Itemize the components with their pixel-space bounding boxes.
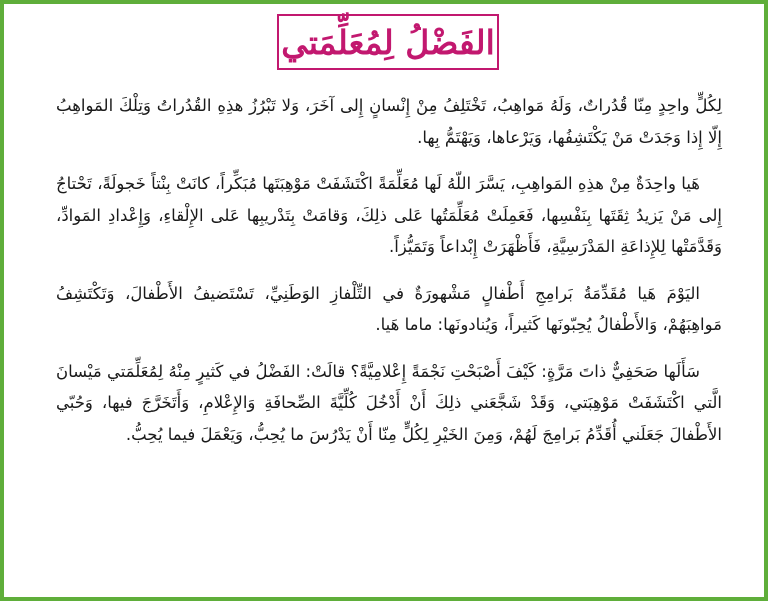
paragraph-haya-talent: هَيا واحِدَةٌ مِنْ هذِهِ المَواهِبِ، يَسَّرَ اللّهُ لَها مُعَلِّمَةً اكْتَشَفَتْ مَوْهِبَتَها مُبَكِّراً، كانَتْ بِنْتاً خَجولَةً، تَحْتاجُ إِلى مَنْ يَزيدُ ثِقَتَها بِنَفْسِها، فَعَمِلَتْ مُعَلِّمَتُها عَلى ذلِكَ، وَقامَتْ بِتَدْريبِها عَلى الإِلْقاءِ، وَإِعْدادِ المَوادِّ، وَقَدَّمَتْها لِلإِذاعَةِ المَدْرَسِيَّةِ، فَأَظْهَرَتْ إِبْداعاً وَتَمَيُّزاً.	[56, 174, 722, 256]
paragraph-interview: سَأَلَها صَحَفِيٌّ ذاتَ مَرَّةٍ: كَيْفَ أَصْبَحْتِ نَجْمَةً إِعْلامِيَّةً؟ قالَتْ: الفَضْلُ في كَثيرٍ مِنْهُ لِمُعَلِّمَتي مَيْسانَ الَّتي اكْتَشَفَتْ مَوْهِبَتي، وَقَدْ شَجَّعَني ذلِكَ أَنْ أَدْخُلَ كُلِّيَّةَ الصِّحافَةِ وَالإِعْلامِ، وَأَتَخَرَّجَ فيها، وَحُبّي الأَطْفالَ جَعَلَني أُقَدِّمُ بَرامِجَ لَهُمْ، وَمِنَ الخَيْرِ لِكُلٍّ مِنّا أَنْ يَدْرُسَ ما يُحِبُّ، وَيَعْمَلَ فيما يُحِبُّ.	[56, 361, 722, 444]
story-text	[56, 90, 722, 465]
paragraph-intro: لِكُلٍّ واحِدٍ مِنّا قُدُراتٌ، وَلَهُ مَواهِبُ، تَخْتَلِفُ مِنْ إِنْسانٍ إِلى آخَرَ، وَلا تَبْرُزُ هذِهِ القُدُراتُ وَتِلْكَ المَواهِبُ إِلّا إِذا وَجَدَتْ مَنْ يَكْتَشِفُها، وَيَرْعاها، وَيَهْتَمُّ بِها.	[56, 96, 722, 147]
page-title: الفَضْلُ لِمُعَلِّمَتي	[281, 22, 495, 62]
paragraph-today: اليَوْمَ هَيا مُقَدِّمَةُ بَرامِجِ أَطْفالٍ مَشْهورَةٌ في التِّلْفازِ الوَطَنِيِّ، تَسْتَضيفُ الأَطْفالَ، وَتَكْتَشِفُ مَواهِبَهُمْ، وَالأَطْفالُ يُحِبّونَها كَثيراً، وَيُنادونَها: ماما هَيا.	[56, 283, 722, 334]
title-box	[277, 14, 499, 70]
